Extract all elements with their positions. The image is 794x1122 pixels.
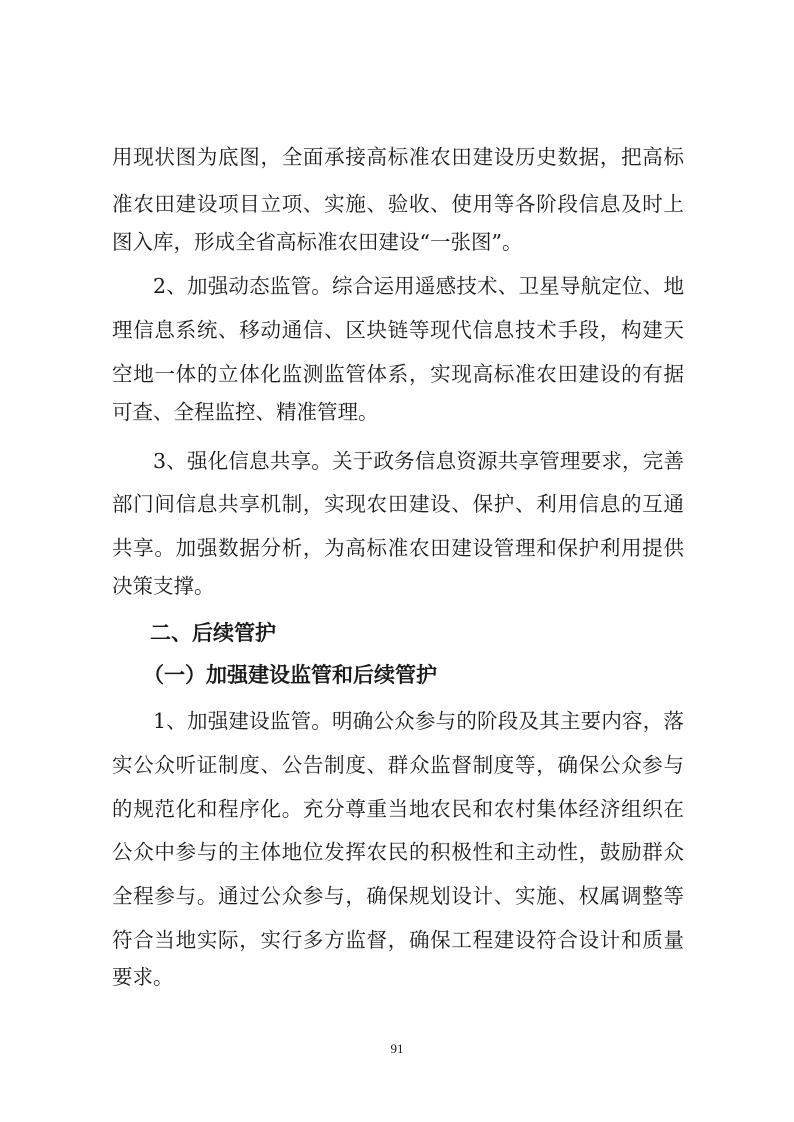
- paragraph-2-line-4: 可查、全程监控、精准管理。: [112, 400, 379, 424]
- paragraph-1-line-2: 准农田建设项目立项、实施、验收、使用等各阶段信息及时上: [112, 192, 684, 216]
- page-number: 91: [390, 1041, 404, 1056]
- paragraph-4-line-7: 要求。: [112, 965, 174, 989]
- subsection-heading: （一）加强建设监管和后续管护: [143, 663, 437, 687]
- paragraph-3-line-3: 共享。加强数据分析，为高标准农田建设管理和保护利用提供: [112, 536, 684, 560]
- paragraph-4-line-2: 实公众听证制度、公告制度、群众监督制度等，确保公众参与: [112, 753, 684, 777]
- paragraph-4-line-1: 1、加强建设监管。明确公众参与的阶段及其主要内容，落: [153, 709, 684, 733]
- paragraph-3-line-2: 部门间信息共享机制，实现农田建设、保护、利用信息的互通: [112, 492, 684, 516]
- paragraph-4-line-6: 符合当地实际，实行多方监督，确保工程建设符合设计和质量: [112, 928, 684, 952]
- paragraph-2-line-3: 空地一体的立体化监测监管体系，实现高标准农田建设的有据: [112, 362, 684, 386]
- paragraph-1-line-3: 图入库，形成全省高标准农田建设“一张图”。: [112, 230, 523, 254]
- section-heading: 二、后续管护: [150, 621, 276, 645]
- paragraph-4-line-3: 的规范化和程序化。充分尊重当地农民和农村集体经济组织在: [112, 797, 684, 821]
- paragraph-2-line-1: 2、加强动态监管。综合运用遥感技术、卫星导航定位、地: [153, 274, 684, 298]
- paragraph-4-line-5: 全程参与。通过公众参与，确保规划设计、实施、权属调整等: [112, 884, 684, 908]
- paragraph-2-line-2: 理信息系统、移动通信、区块链等现代信息技术手段，构建天: [112, 318, 684, 342]
- paragraph-3-line-4: 决策支撑。: [112, 574, 215, 598]
- paragraph-3-line-1: 3、强化信息共享。关于政务信息资源共享管理要求，完善: [153, 449, 684, 473]
- paragraph-1-line-1: 用现状图为底图，全面承接高标准农田建设历史数据，把高标: [112, 145, 684, 169]
- paragraph-4-line-4: 公众中参与的主体地位发挥农民的积极性和主动性，鼓励群众: [112, 840, 684, 864]
